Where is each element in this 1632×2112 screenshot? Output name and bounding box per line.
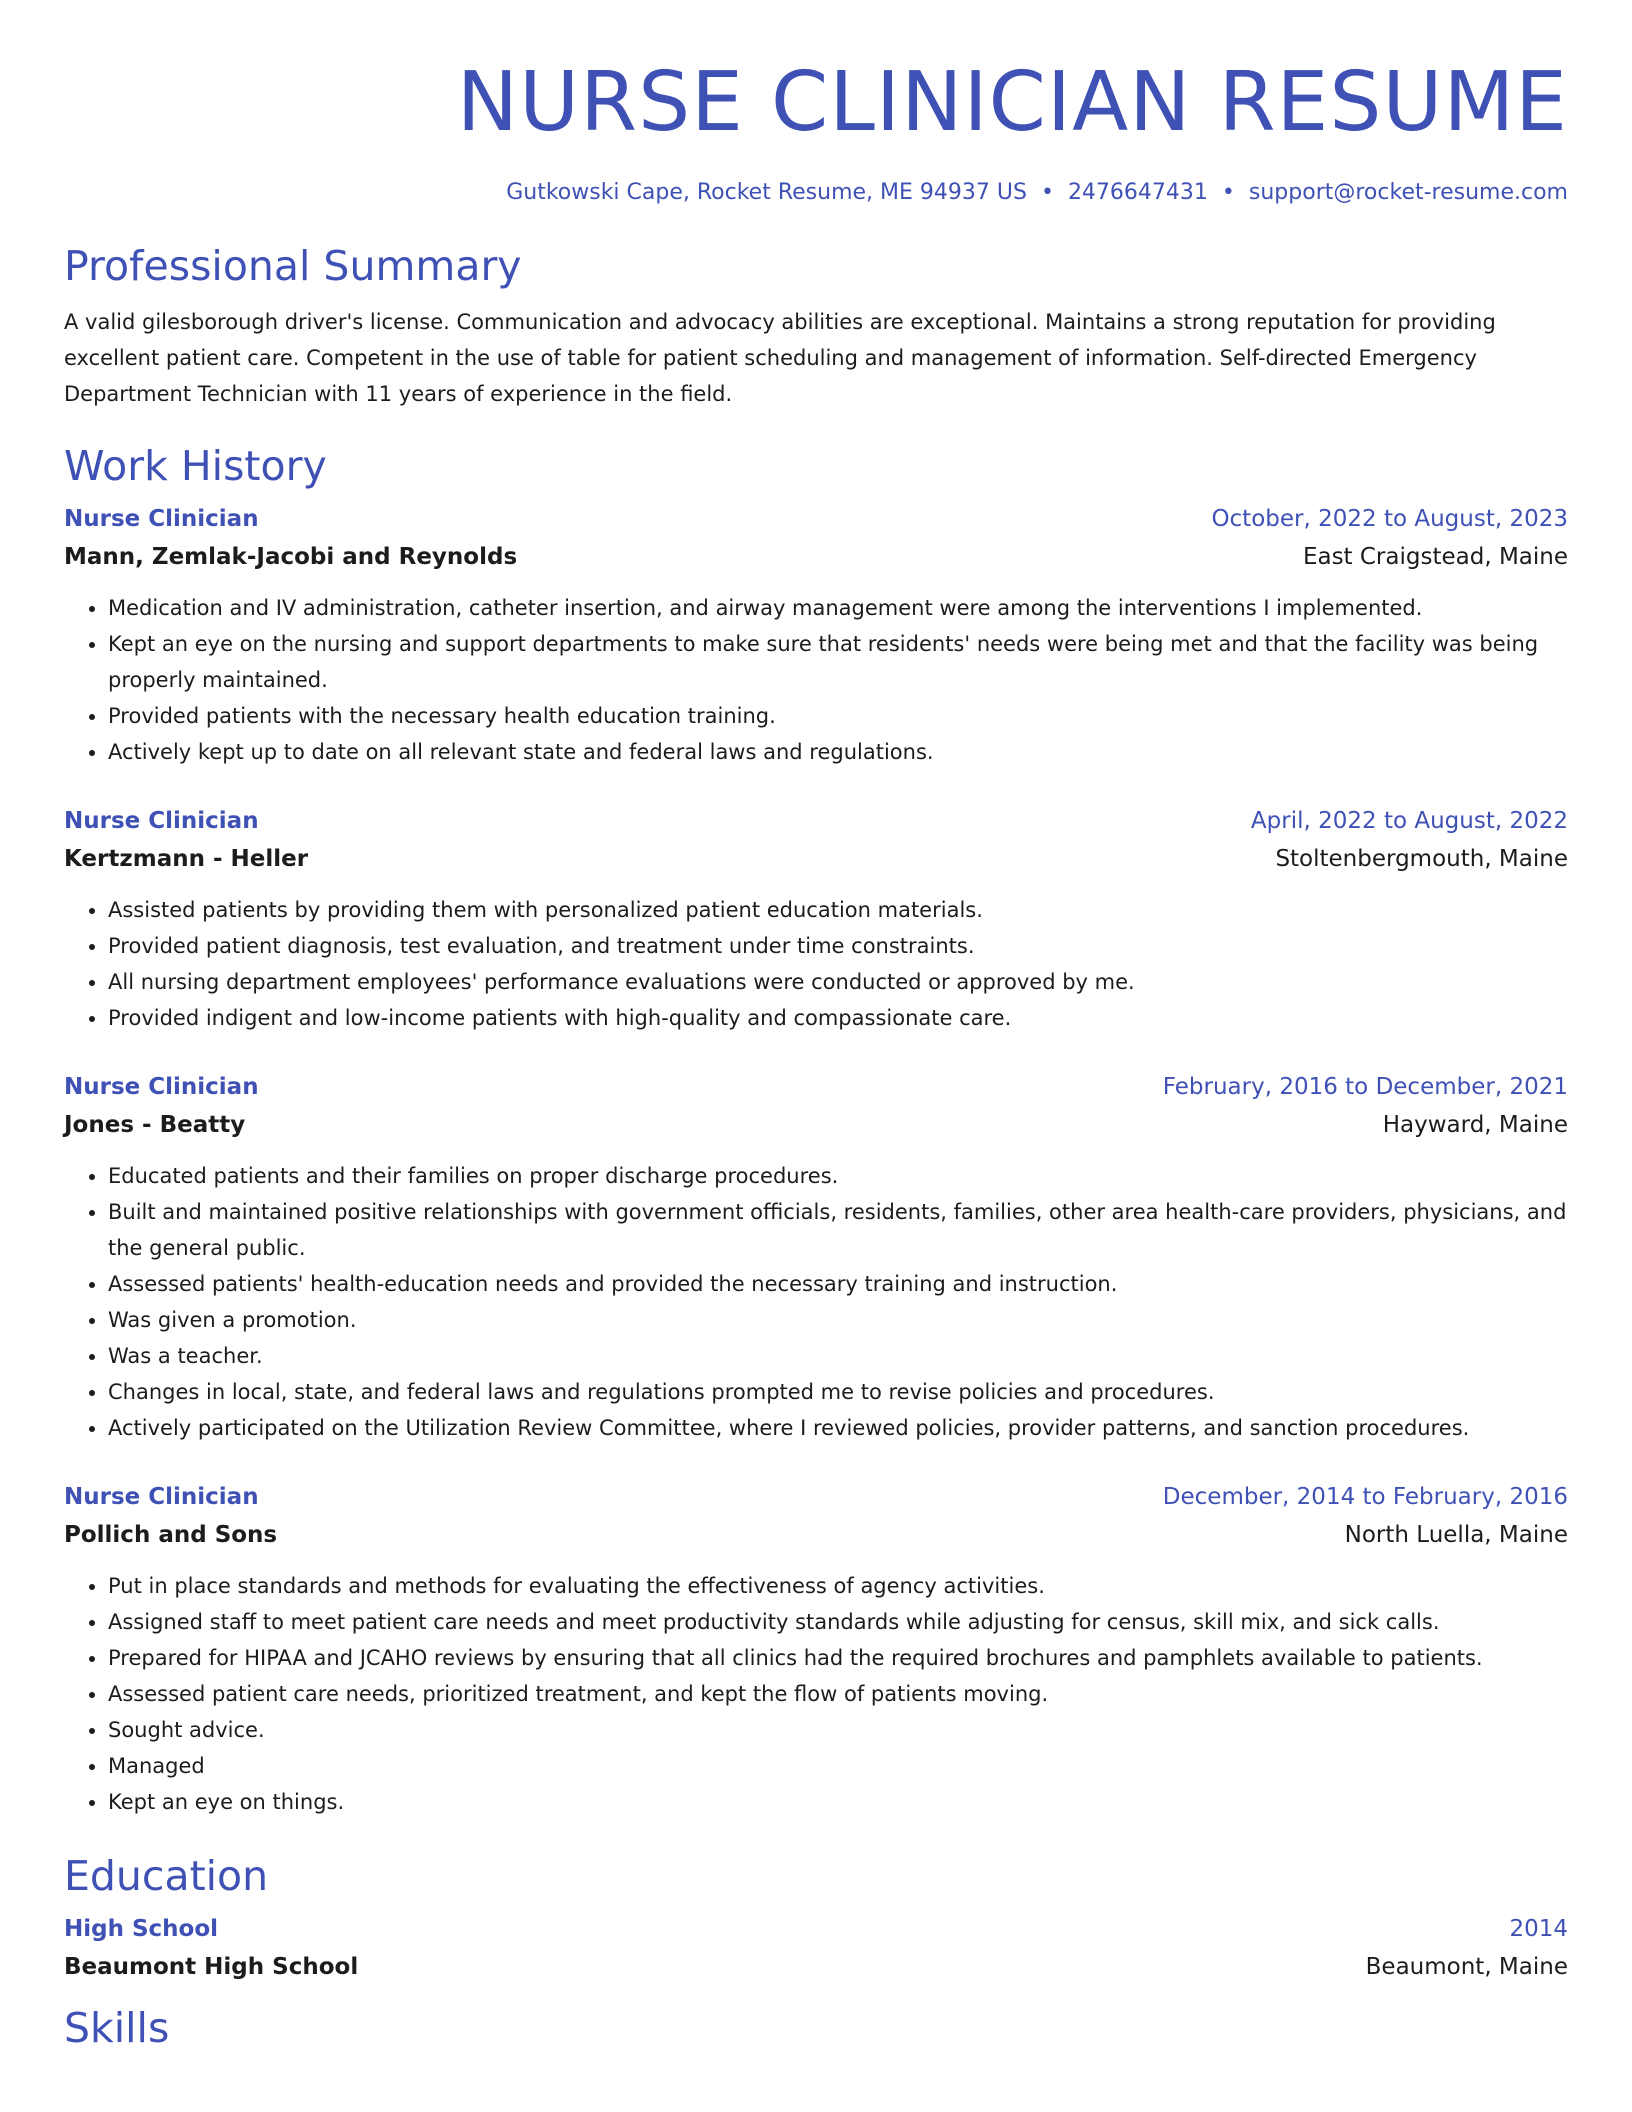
job-entry bbox=[64, 802, 1568, 1036]
resume-title: NURSE CLINICIAN RESUME bbox=[456, 55, 1568, 150]
job-bullet: • Provided indigent and low-income patients with high-quality and compassionate care. bbox=[108, 1000, 1568, 1036]
job-header-row bbox=[64, 500, 1568, 538]
job-company: Mann, Zemlak-Jacobi and Reynolds bbox=[64, 544, 518, 570]
job-role: Nurse Clinician bbox=[64, 1484, 259, 1510]
job-bullet: • Assisted patients by providing them with personalized patient education materials. bbox=[108, 892, 1568, 928]
summary-heading: Professional Summary bbox=[64, 242, 522, 290]
job-role: Nurse Clinician bbox=[64, 808, 259, 834]
job-bullet: • Managed bbox=[108, 1748, 1568, 1784]
job-bullet: • Kept an eye on the nursing and support departments to make sure that residents' needs were being met and that the facility was being properly maintained. bbox=[108, 626, 1568, 698]
job-bullets bbox=[64, 1568, 1568, 1820]
job-entry bbox=[64, 1478, 1568, 1820]
work-history-heading: Work History bbox=[64, 442, 327, 490]
contact-separator: • bbox=[1040, 180, 1054, 205]
resume-page bbox=[64, 0, 1568, 2054]
job-bullet: • Assessed patients' health-education needs and provided the necessary training and instruction. bbox=[108, 1266, 1568, 1302]
job-bullet: • Was given a promotion. bbox=[108, 1302, 1568, 1338]
resume-header bbox=[64, 0, 1568, 208]
job-bullet: • Medication and IV administration, catheter insertion, and airway management were among the interventions I implemented. bbox=[108, 590, 1568, 626]
job-bullet: • Prepared for HIPAA and JCAHO reviews by ensuring that all clinics had the required brochures and pamphlets available to patients. bbox=[108, 1640, 1568, 1676]
contact-separator: • bbox=[1221, 180, 1235, 205]
job-company-row bbox=[64, 1516, 1568, 1554]
job-header-row bbox=[64, 1478, 1568, 1516]
job-bullet: • Sought advice. bbox=[108, 1712, 1568, 1748]
job-company: Jones - Beatty bbox=[64, 1112, 246, 1138]
job-bullets bbox=[64, 892, 1568, 1036]
job-bullet: • Assigned staff to meet patient care needs and meet productivity standards while adjusting for census, skill mix, and sick calls. bbox=[108, 1604, 1568, 1640]
education-header-row bbox=[64, 1910, 1568, 1948]
job-company: Kertzmann - Heller bbox=[64, 846, 309, 872]
job-bullets bbox=[64, 590, 1568, 770]
education-school-row bbox=[64, 1948, 1568, 1986]
education-year: 2014 bbox=[1509, 1916, 1568, 1942]
job-company-row bbox=[64, 538, 1568, 576]
job-bullet: • Built and maintained positive relationships with government officials, residents, families, other area health-care providers, physicians, and the general public. bbox=[108, 1194, 1568, 1266]
job-bullet: • Kept an eye on things. bbox=[108, 1784, 1568, 1820]
job-bullets bbox=[64, 1158, 1568, 1446]
education-degree: High School bbox=[64, 1916, 219, 1942]
education-entry bbox=[64, 1910, 1568, 1986]
job-dates: December, 2014 to February, 2016 bbox=[1162, 1484, 1568, 1510]
job-dates: October, 2022 to August, 2023 bbox=[1211, 506, 1568, 532]
job-location: Stoltenbergmouth, Maine bbox=[1275, 846, 1568, 872]
summary-text: A valid gilesborough driver's license. Communication and advocacy abilities are exceptional. Maintains a strong reputation for providing excellent patient care. Competent in the use of table for patient scheduling and management of information. Self-directed Emergency Department Technician with 11 years of experience in the field. bbox=[64, 310, 1496, 406]
job-bullet: • Assessed patient care needs, prioritized treatment, and kept the flow of patients moving. bbox=[108, 1676, 1568, 1712]
skills-heading: Skills bbox=[64, 2004, 170, 2052]
job-location: North Luella, Maine bbox=[1344, 1522, 1568, 1548]
job-company-row bbox=[64, 840, 1568, 878]
education-school: Beaumont High School bbox=[64, 1954, 359, 1980]
job-company-row bbox=[64, 1106, 1568, 1144]
education-heading: Education bbox=[64, 1852, 269, 1900]
job-bullet: • Put in place standards and methods for evaluating the effectiveness of agency activities. bbox=[108, 1568, 1568, 1604]
job-company: Pollich and Sons bbox=[64, 1522, 278, 1548]
work-history-list bbox=[64, 500, 1568, 1820]
job-bullet: • Provided patient diagnosis, test evaluation, and treatment under time constraints. bbox=[108, 928, 1568, 964]
education-list bbox=[64, 1910, 1568, 1986]
job-location: East Craigstead, Maine bbox=[1302, 544, 1568, 570]
job-dates: February, 2016 to December, 2021 bbox=[1162, 1074, 1568, 1100]
contact-address: Gutkowski Cape, Rocket Resume, ME 94937 US bbox=[506, 180, 1027, 205]
education-location: Beaumont, Maine bbox=[1365, 1954, 1568, 1980]
job-header-row bbox=[64, 802, 1568, 840]
job-bullet: • Was a teacher. bbox=[108, 1338, 1568, 1374]
job-location: Hayward, Maine bbox=[1382, 1112, 1568, 1138]
job-dates: April, 2022 to August, 2022 bbox=[1250, 808, 1568, 834]
job-entry bbox=[64, 500, 1568, 770]
job-bullet: • Actively kept up to date on all relevant state and federal laws and regulations. bbox=[108, 734, 1568, 770]
contact-phone: 2476647431 bbox=[1067, 180, 1208, 205]
job-bullet: • Changes in local, state, and federal laws and regulations prompted me to revise policies and procedures. bbox=[108, 1374, 1568, 1410]
job-header-row bbox=[64, 1068, 1568, 1106]
job-role: Nurse Clinician bbox=[64, 506, 259, 532]
job-bullet: • Actively participated on the Utilization Review Committee, where I reviewed policies, provider patterns, and sanction procedures. bbox=[108, 1410, 1568, 1446]
job-role: Nurse Clinician bbox=[64, 1074, 259, 1100]
job-bullet: • All nursing department employees' performance evaluations were conducted or approved by me. bbox=[108, 964, 1568, 1000]
job-bullet: • Provided patients with the necessary health education training. bbox=[108, 698, 1568, 734]
job-entry bbox=[64, 1068, 1568, 1446]
contact-line bbox=[64, 178, 1568, 208]
contact-email: support@rocket-resume.com bbox=[1248, 180, 1568, 205]
job-bullet: • Educated patients and their families on proper discharge procedures. bbox=[108, 1158, 1568, 1194]
